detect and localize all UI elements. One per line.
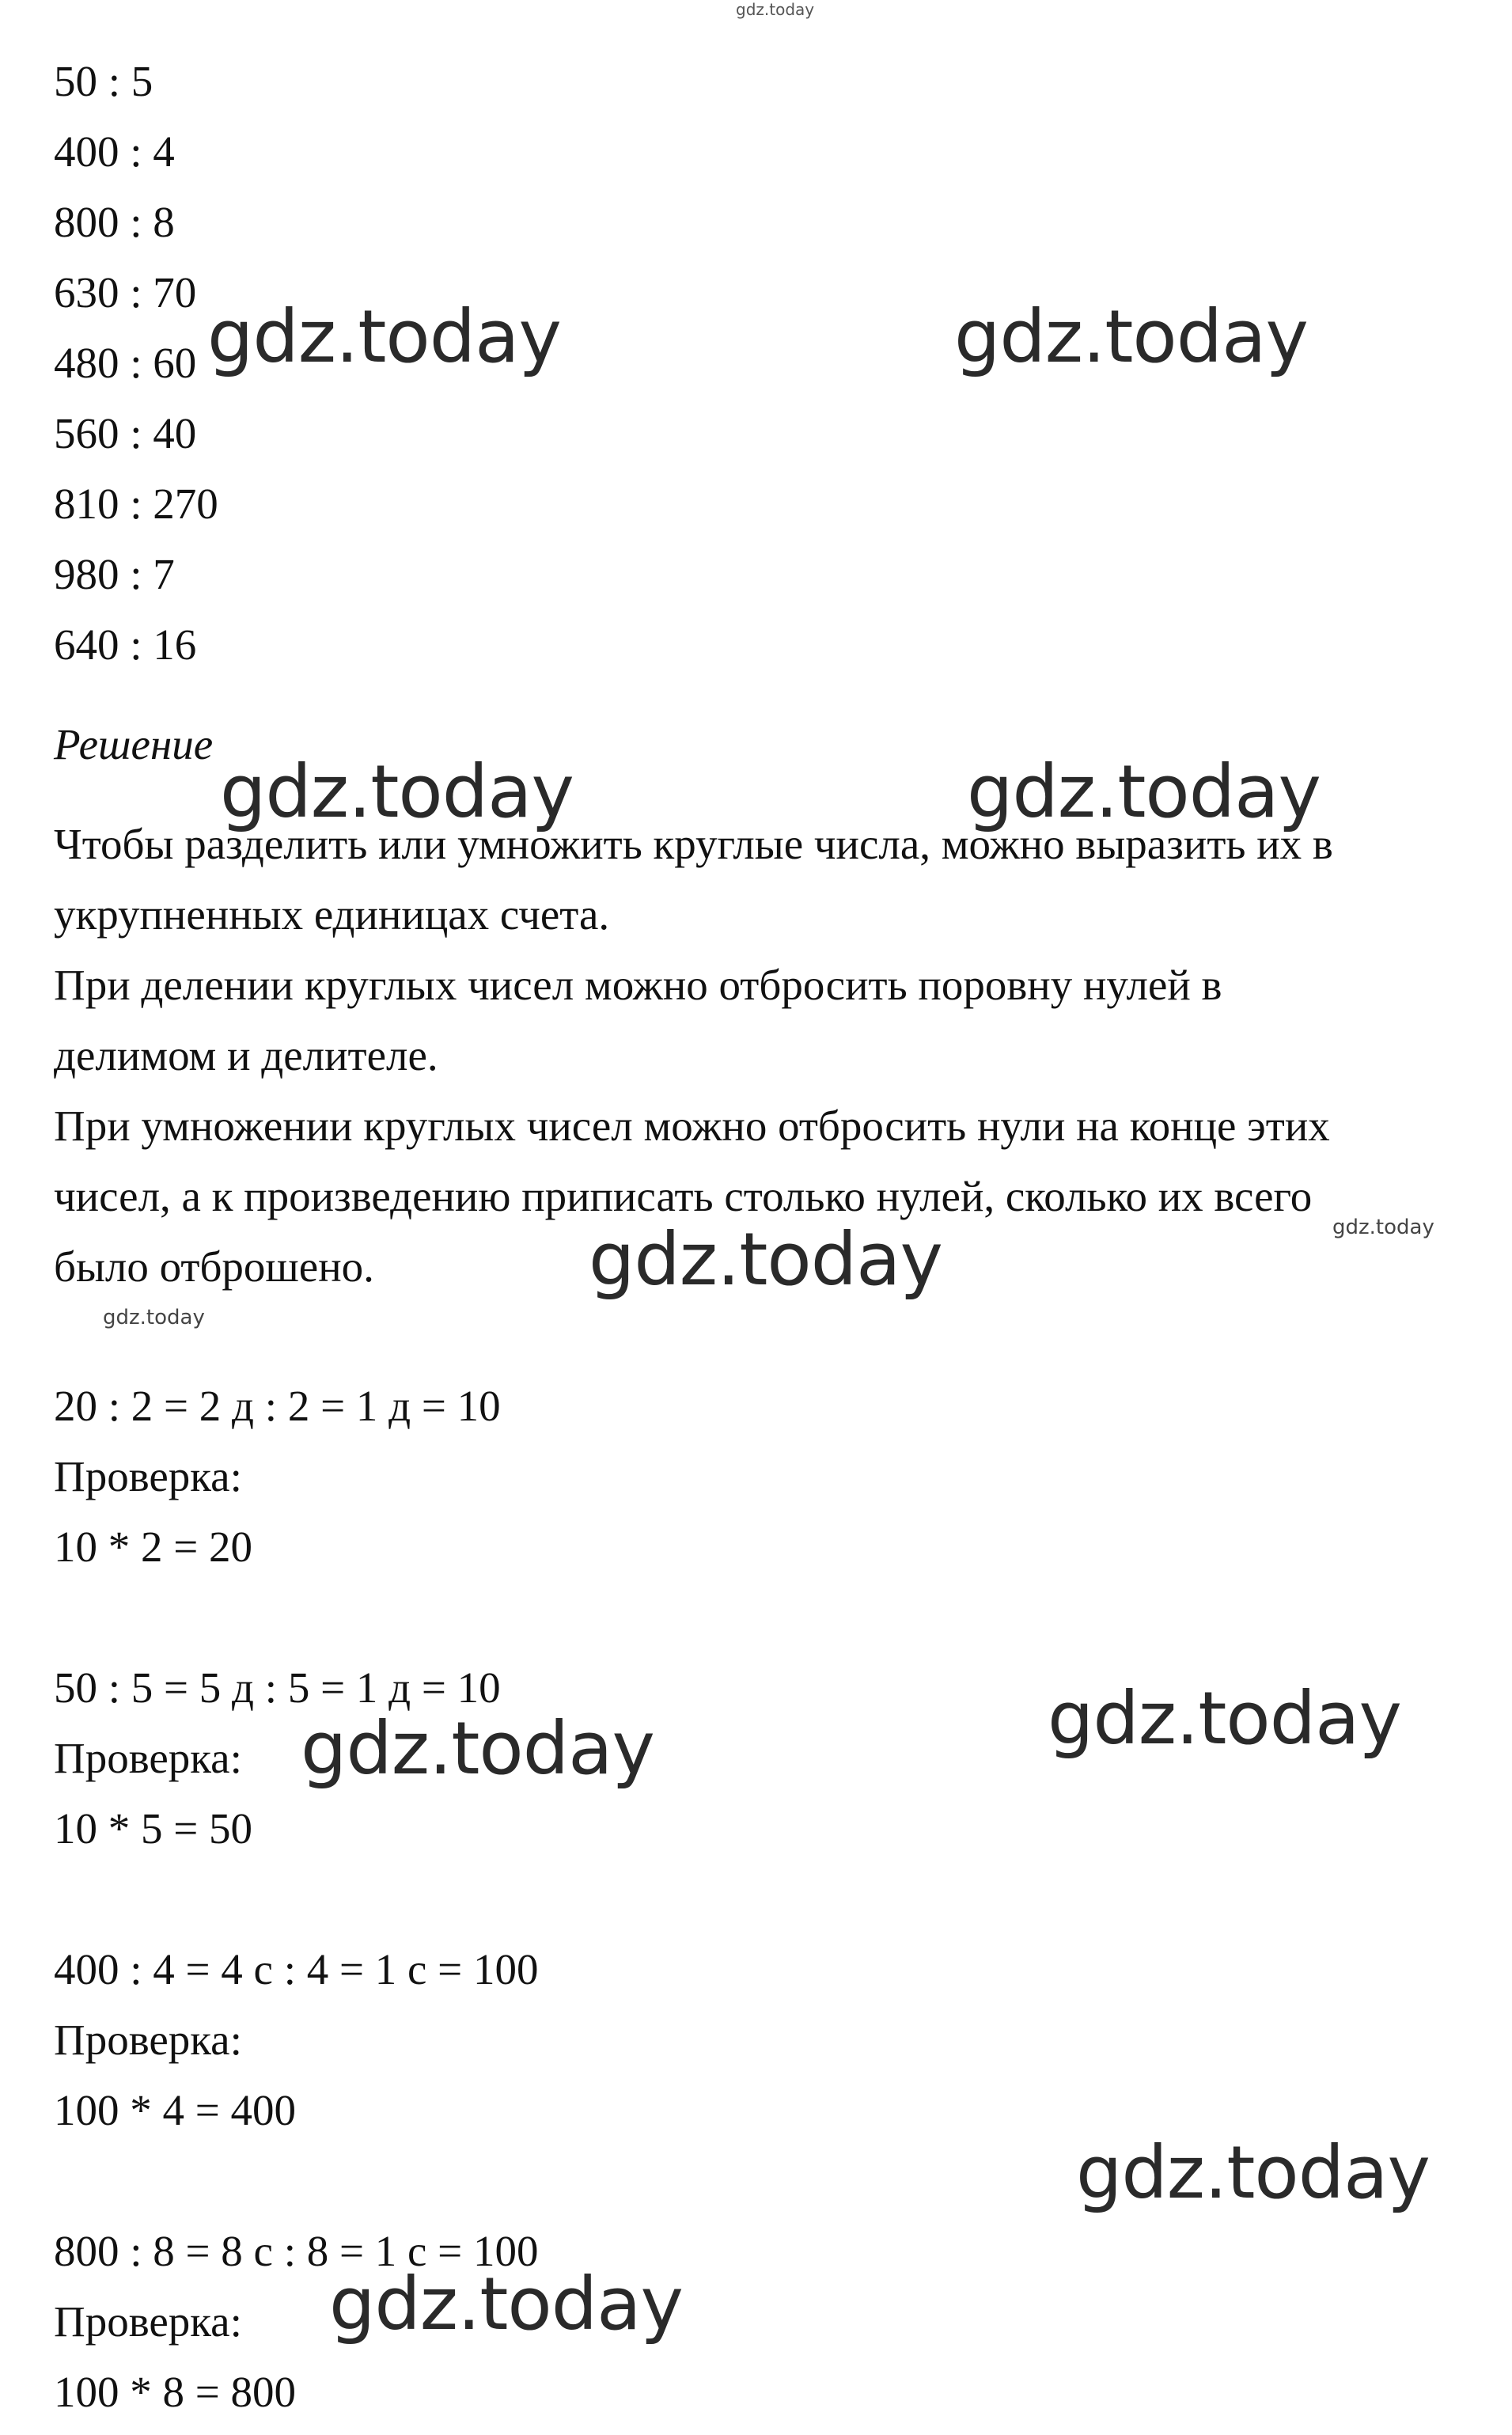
watermark: gdz.today — [207, 294, 561, 379]
check-label: Проверка: — [54, 1452, 242, 1500]
watermark: gdz.today — [736, 0, 815, 19]
problem-line: 800 : 8 — [54, 198, 175, 246]
problem-line: 560 : 40 — [54, 409, 197, 457]
watermark: gdz.today — [1332, 1216, 1434, 1239]
check-equation: 10 * 2 = 20 — [54, 1523, 253, 1571]
explanation-line: чисел, а к произведению приписать столько нулей, сколько их всего — [54, 1172, 1313, 1220]
check-label: Проверка: — [54, 1734, 242, 1782]
solution-equation: 400 : 4 = 4 с : 4 = 1 с = 100 — [54, 1945, 539, 1993]
explanation-line: При умножении круглых чисел можно отбросить нули на конце этих — [54, 1102, 1330, 1150]
watermark: gdz.today — [954, 294, 1308, 379]
problem-line: 640 : 16 — [54, 620, 197, 669]
problem-line: 400 : 4 — [54, 127, 175, 176]
problem-line: 480 : 60 — [54, 339, 197, 387]
watermark: gdz.today — [1048, 1676, 1401, 1761]
solution-equation: 20 : 2 = 2 д : 2 = 1 д = 10 — [54, 1382, 501, 1430]
watermark: gdz.today — [329, 2262, 683, 2346]
check-equation: 100 * 4 = 400 — [54, 2086, 297, 2134]
problem-line: 630 : 70 — [54, 268, 197, 317]
problem-line: 50 : 5 — [54, 57, 153, 105]
watermark: gdz.today — [967, 749, 1321, 834]
watermark: gdz.today — [103, 1306, 205, 1329]
problem-line: 980 : 7 — [54, 550, 175, 598]
check-label: Проверка: — [54, 2297, 242, 2346]
explanation-line: укрупненных единицах счета. — [54, 890, 610, 939]
explanation-line: Чтобы разделить или умножить круглые числа, можно выразить их в — [54, 820, 1333, 868]
check-equation: 10 * 5 = 50 — [54, 1804, 253, 1853]
solution-equation: 800 : 8 = 8 с : 8 = 1 с = 100 — [54, 2227, 539, 2275]
solution-heading: Решение — [54, 720, 214, 768]
watermark: gdz.today — [220, 749, 574, 834]
watermark: gdz.today — [301, 1706, 654, 1791]
problem-line: 810 : 270 — [54, 480, 218, 528]
check-label: Проверка: — [54, 2016, 242, 2064]
explanation-line: При делении круглых чисел можно отбросить поровну нулей в — [54, 961, 1222, 1009]
watermark: gdz.today — [589, 1217, 942, 1302]
check-equation: 100 * 8 = 800 — [54, 2368, 297, 2416]
explanation-line: делимом и делителе. — [54, 1031, 438, 1079]
watermark: gdz.today — [1076, 2130, 1430, 2215]
solution-equation: 50 : 5 = 5 д : 5 = 1 д = 10 — [54, 1663, 501, 1712]
explanation-line: было отброшено. — [54, 1242, 374, 1291]
